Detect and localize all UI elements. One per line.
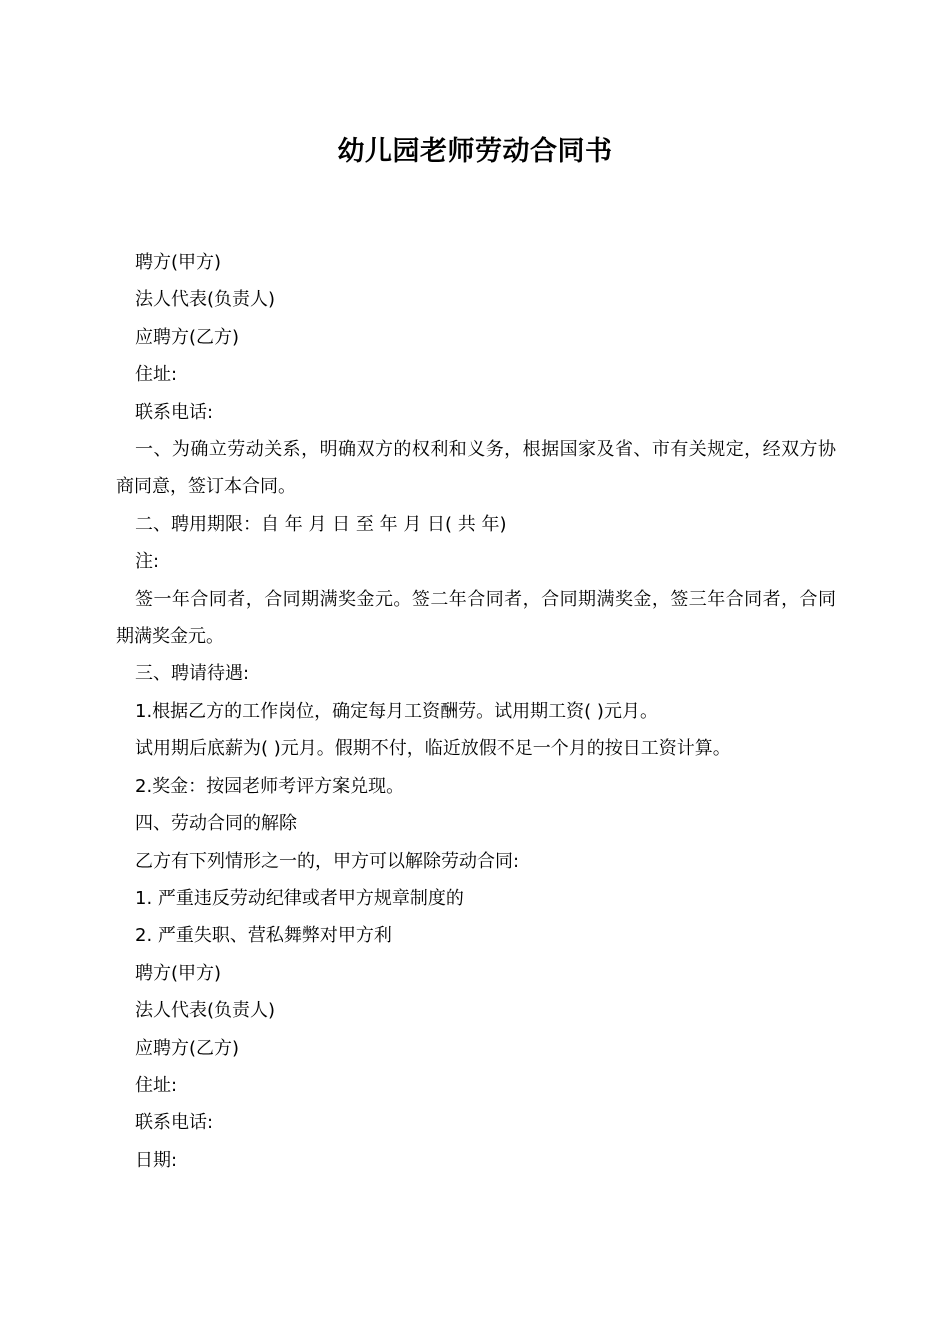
paragraph-salary: 1.根据乙方的工作岗位，确定每月工资酬劳。试用期工资( )元月。 [135, 700, 658, 722]
paragraph-date: 日期: [135, 1149, 178, 1171]
paragraph-phone-signature: 联系电话: [135, 1112, 214, 1134]
paragraph-section-2: 二、聘用期限：自 年 月 日 至 年 月 日( 共 年) [135, 513, 507, 535]
paragraph-termination-conditions: 乙方有下列情形之一的，甲方可以解除劳动合同: [135, 850, 520, 872]
paragraph-bonus-terms: 签一年合同者，合同期满奖金元。签二年合同者，合同期满奖金，签三年合同者，合同期满奖金元。 [116, 588, 836, 648]
document-title: 幼儿园老师劳动合同书 [337, 136, 613, 167]
paragraph-base-pay: 试用期后底薪为( )元月。假期不付，临近放假不足一个月的按日工资计算。 [135, 738, 731, 760]
paragraph-address-signature: 住址: [135, 1074, 178, 1096]
paragraph-employee: 应聘方(乙方) [135, 326, 240, 348]
paragraph-section-1: 一、为确立劳动关系，明确双方的权利和义务，根据国家及省、市有关规定，经双方协商同意，签订本合同。 [116, 439, 836, 498]
paragraph-address: 住址: [135, 364, 178, 386]
paragraph-note-label: 注: [135, 551, 160, 573]
paragraph-condition-1: 1. 严重违反劳动纪律或者甲方规章制度的 [135, 887, 464, 909]
paragraph-legal-representative: 法人代表(负责人) [135, 289, 276, 311]
paragraph-section-4: 四、劳动合同的解除 [135, 813, 297, 835]
paragraph-condition-2: 2. 严重失职、营私舞弊对甲方利 [135, 925, 392, 947]
document-body [116, 244, 836, 1179]
paragraph-bonus: 2.奖金：按园老师考评方案兑现。 [135, 775, 405, 797]
paragraph-legal-representative-signature: 法人代表(负责人) [135, 1000, 276, 1022]
paragraph-employer: 聘方(甲方) [135, 252, 222, 273]
paragraph-employer-signature: 聘方(甲方) [135, 962, 222, 984]
paragraph-section-3: 三、聘请待遇: [135, 663, 250, 685]
paragraph-employee-signature: 应聘方(乙方) [135, 1037, 240, 1059]
paragraph-phone: 联系电话: [135, 401, 214, 423]
